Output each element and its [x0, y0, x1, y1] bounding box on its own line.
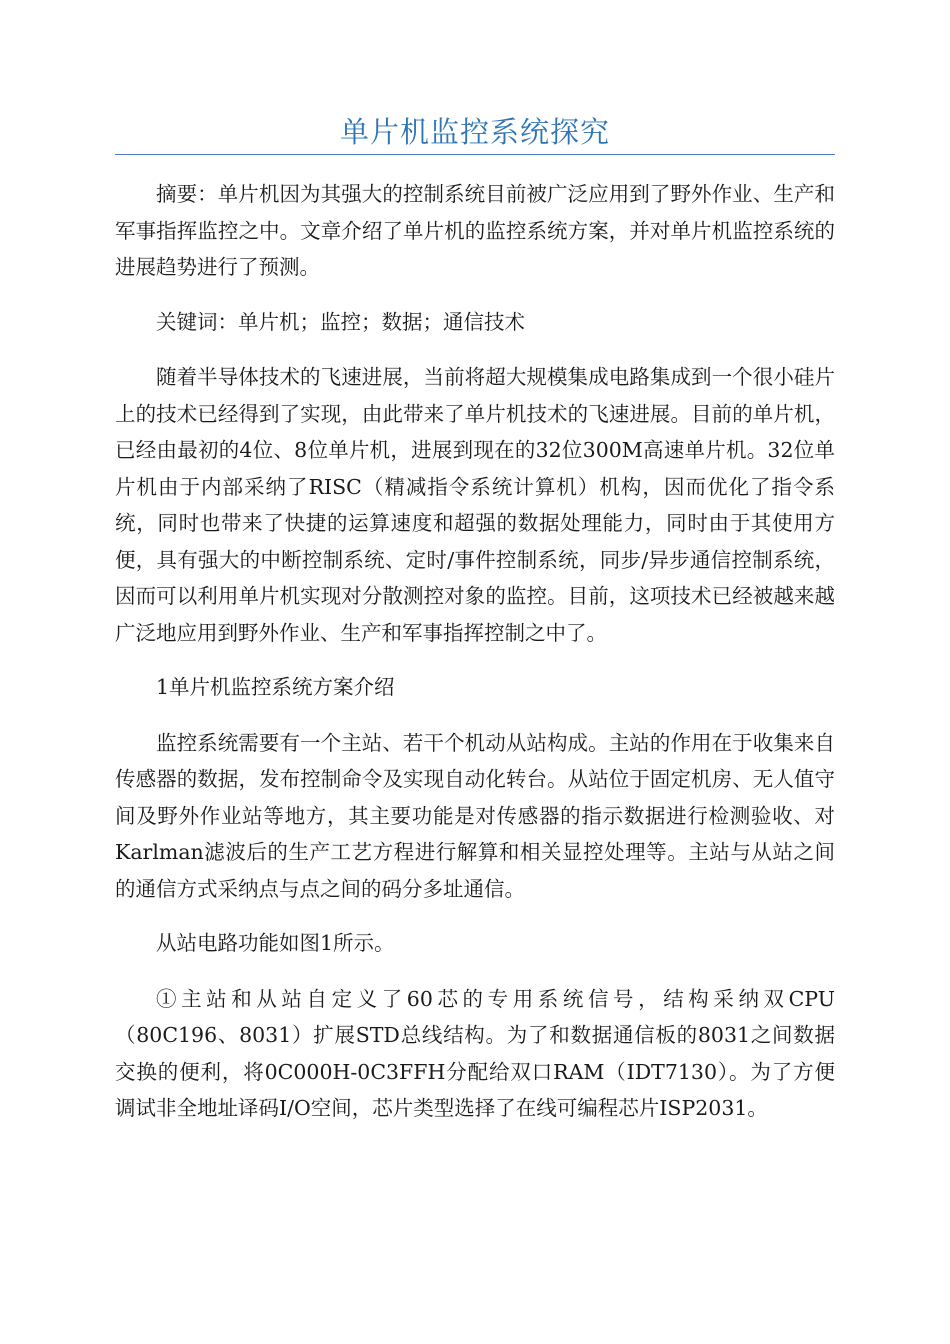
system-paragraph: 监控系统需要有一个主站、若干个机动从站构成。主站的作用在于收集来自传感器的数据，发布控制命令及实现自动化转台。从站位于固定机房、无人值守间及野外作业站等地方，其主要功能是对传感器的指示数据进行检测验收、对Karlman滤波后的生产工艺方程进行解算和相关显控处理等。主站与从站之间的通信方式采纳点与点之间的码分多址通信。 — [115, 730, 835, 901]
intro-paragraph: 随着半导体技术的飞速进展，当前将超大规模集成电路集成到一个很小硅片上的技术已经得到了实现，由此带来了单片机技术的飞速进展。目前的单片机，已经由最初的4位、8位单片机，进展到现在的32位300M高速单片机。32位单片机由于内部采纳了RISC（精减指令系统计算机）机构，因而优化了指令系统，同时也带来了快捷的运算速度和超强的数据处理能力，同时由于其使用方便，具有强大的中断控制系统、定时/事件控制系统，同步/异步通信控制系统，因而可以利用单片机实现对分散测控对象的监控。目前，这项技术已经被越来越广泛地应用到野外作业、生产和军事指挥控制之中了。 — [115, 365, 835, 645]
document-body — [115, 176, 835, 1145]
title-underline — [115, 154, 835, 155]
detail-paragraph: ①主站和从站自定义了60芯的专用系统信号，结构采纳双CPU（80C196、8031）扩展STD总线结构。为了和数据通信板的8031之间数据交换的便利，将0C000H-0C3FFH分配给双口RAM（IDT7130）。为了方便调试非全地址译码I/O空间，芯片类型选择了在线可编程芯片ISP2031。 — [115, 986, 835, 1120]
section-heading: 1单片机监控系统方案介绍 — [156, 675, 395, 699]
figure-reference-paragraph: 从站电路功能如图1所示。 — [156, 931, 395, 955]
keywords-paragraph: 关键词：单片机；监控；数据；通信技术 — [156, 309, 525, 334]
document-title: 单片机监控系统探究 — [339, 115, 610, 149]
abstract-paragraph: 摘要：单片机因为其强大的控制系统目前被广泛应用到了野外作业、生产和军事指挥监控之中。文章介绍了单片机的监控系统方案，并对单片机监控系统的进展趋势进行了预测。 — [115, 182, 835, 279]
